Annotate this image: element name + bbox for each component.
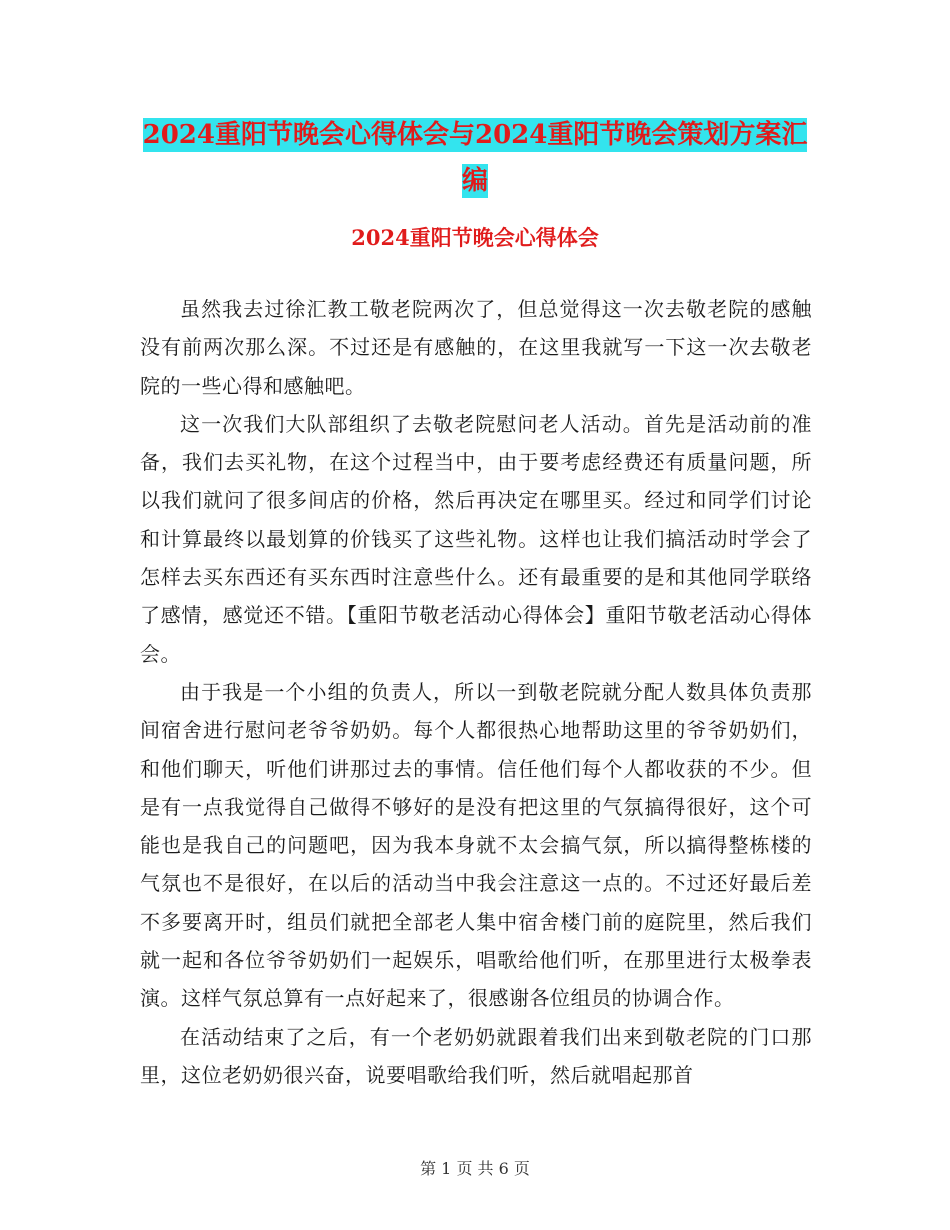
paragraph-1: 虽然我去过徐汇教工敬老院两次了，但总觉得这一次去敬老院的感触没有前两次那么深。不过还是有感触的，在这里我就写一下这一次去敬老院的一些心得和感触吧。 xyxy=(140,297,812,398)
document-body xyxy=(140,290,812,1094)
document-title-text: 2024重阳节晚会心得体会与2024重阳节晚会策划方案汇编 xyxy=(142,120,808,196)
paragraph-4: 在活动结束了之后，有一个老奶奶就跟着我们出来到敬老院的门口那里，这位老奶奶很兴奋，说要唱歌给我们听，然后就唱起那首 xyxy=(140,1024,812,1087)
document-title xyxy=(140,112,810,204)
paragraph-2: 这一次我们大队部组织了去敬老院慰问老人活动。首先是活动前的准备，我们去买礼物，在这个过程当中，由于要考虑经费还有质量问题，所以我们就问了很多间店的价格，然后再决定在哪里买。经过和同学们讨论和计算最终以最划算的价钱买了这些礼物。这样也让我们搞活动时学会了怎样去买东西还有买东西时注意些什么。还有最重要的是和其他同学联络了感情，感觉还不错。【重阳节敬老活动心得体会】重阳节敬老活动心得体会。 xyxy=(140,411,812,666)
paragraph-3: 由于我是一个小组的负责人，所以一到敬老院就分配人数具体负责那间宿舍进行慰问老爷爷奶奶。每个人都很热心地帮助这里的爷爷奶奶们，和他们聊天，听他们讲那过去的事情。信任他们每个人都收获的不少。但是有一点我觉得自己做得不够好的是没有把这里的气氛搞得很好，这个可能也是我自己的问题吧，因为我本身就不太会搞气氛，所以搞得整栋楼的气氛也不是很好，在以后的活动当中我会注意这一点的。不过还好最后差不多要离开时，组员们就把全部老人集中宿舍楼门前的庭院里，然后我们就一起和各位爷爷奶奶们一起娱乐，唱歌给他们听，在那里进行太极拳表演。这样气氛总算有一点好起来了，很感谢各位组员的协调合作。 xyxy=(140,679,812,1011)
page-number-footer: 第 1 页 共 6 页 xyxy=(420,1159,530,1178)
section-title: 2024重阳节晚会心得体会 xyxy=(351,225,599,250)
